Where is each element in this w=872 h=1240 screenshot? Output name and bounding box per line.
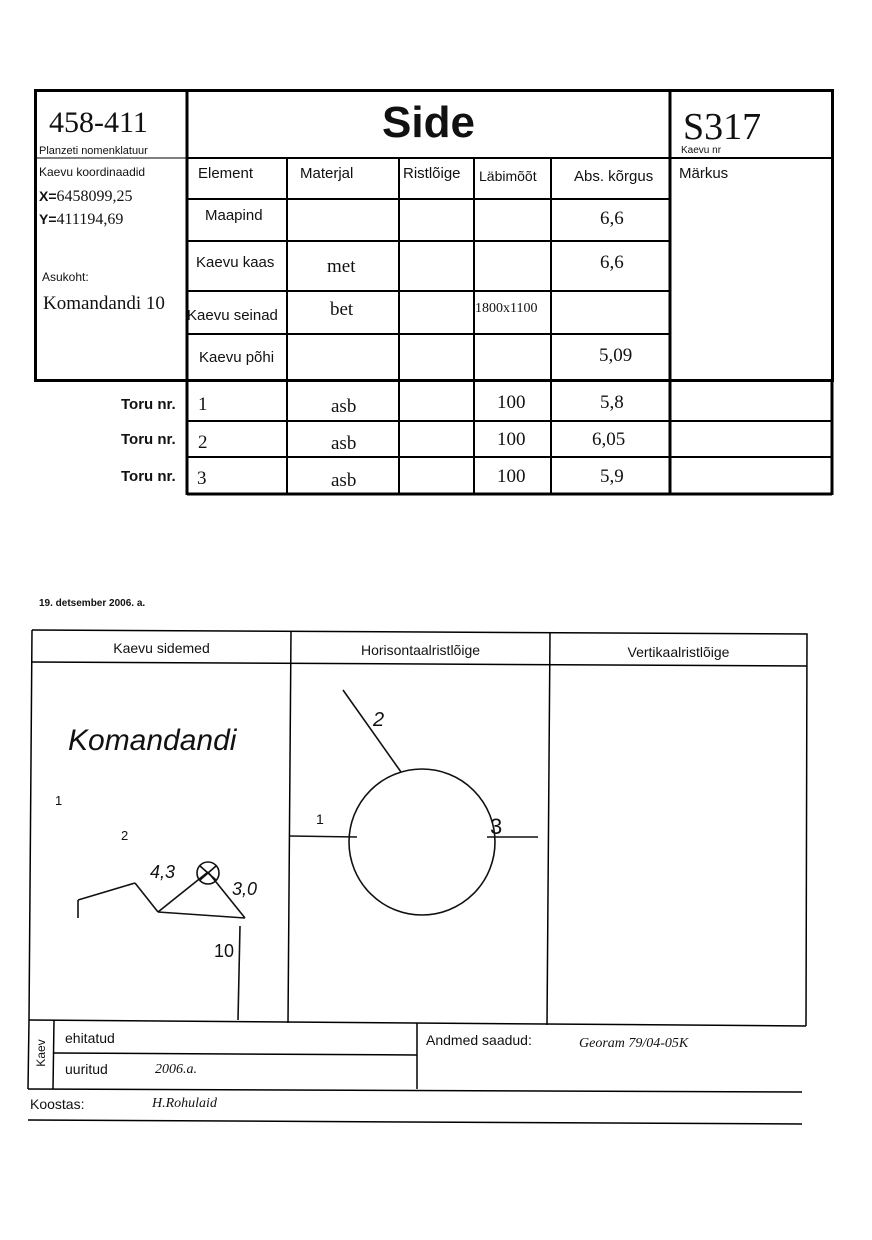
author-value: H.Rohulaid (152, 1096, 217, 1111)
coords-label: Kaevu koordinaadid (39, 165, 146, 179)
pipe-mark-1: 1 (316, 811, 324, 827)
pipe-mark-3: 3 (490, 814, 503, 839)
row-walls-element: Kaevu seinad (187, 307, 278, 324)
plan-nomenclature-label: Planzeti nomenklatuur (39, 145, 148, 157)
pipe-1-no: 1 (198, 394, 208, 415)
horizontal-section-sketch (290, 690, 538, 915)
surveyed-value: 2006.a. (155, 1062, 197, 1077)
header-diameter: Läbimõõt (479, 168, 537, 184)
location-sketch-labels (55, 724, 257, 961)
row-cover-material: met (327, 256, 356, 277)
lower-form-grid (0, 600, 872, 1140)
pipe-1-diameter: 100 (497, 392, 526, 413)
sketch-mark-1: 1 (55, 793, 63, 808)
row-walls-diameter: 1800x1100 (475, 301, 538, 316)
header-element: Element (198, 165, 254, 182)
upper-form (0, 0, 872, 500)
col-header-horizontal-section: Horisontaalristlõige (360, 642, 481, 658)
lower-form (0, 600, 872, 1140)
header-cross-section: Ristlõige (403, 165, 461, 182)
sketch-street-name: Komandandi (68, 724, 237, 757)
row-walls-material: bet (330, 299, 354, 320)
pipe-2-material: asb (331, 433, 357, 454)
row-bottom-element: Kaevu põhi (199, 349, 275, 366)
well-number-label: Kaevu nr (681, 145, 722, 156)
data-source-value: Georam 79/04-05K (579, 1036, 689, 1051)
document-date: 19. detsember 2006. a. (39, 598, 146, 609)
header-remark: Märkus (679, 165, 729, 182)
row-ground-element: Maapind (205, 207, 263, 224)
pipe-3-diameter: 100 (497, 466, 526, 487)
pipe-2-diameter: 100 (497, 429, 526, 450)
header-material: Materjal (300, 165, 354, 182)
row-bottom-height: 5,09 (599, 345, 633, 366)
surveyed-label: uuritud (65, 1061, 108, 1077)
pipe-label-1: Toru nr. (121, 396, 176, 413)
well-number: S317 (683, 106, 762, 148)
pipe-3-no: 3 (197, 468, 207, 489)
address-value: Komandandi 10 (43, 293, 165, 314)
horizontal-section-labels (316, 709, 502, 839)
x-coordinate (39, 188, 133, 206)
sketch-distance-2: 3,0 (232, 879, 258, 899)
pipe-3-height: 5,9 (600, 466, 624, 487)
built-label: ehitatud (65, 1030, 115, 1046)
x-value: 6458099,25 (56, 188, 133, 205)
row-ground-height: 6,6 (600, 208, 624, 229)
pipe-3-material: asb (331, 470, 357, 491)
author-label: Koostas: (30, 1096, 85, 1112)
data-source-label: Andmed saadud: (426, 1032, 532, 1048)
sketch-mark-2: 2 (121, 828, 129, 843)
sketch-mark-10: 10 (214, 941, 235, 961)
pipe-mark-2: 2 (373, 709, 385, 731)
y-value: 411194,69 (56, 211, 124, 228)
pipe-1-height: 5,8 (600, 392, 624, 413)
y-coordinate (39, 211, 123, 229)
upper-form-grid (0, 0, 872, 500)
footer-side-label: Kaev (34, 1039, 48, 1067)
address-label: Asukoht: (42, 270, 89, 284)
row-cover-element: Kaevu kaas (196, 254, 275, 271)
pipe-2-no: 2 (198, 432, 208, 453)
header-abs-height: Abs. kõrgus (574, 168, 654, 185)
pipe-label-3: Toru nr. (121, 468, 176, 485)
pipe-label-2: Toru nr. (121, 431, 176, 448)
plan-nomenclature: 458-411 (49, 106, 148, 139)
row-cover-height: 6,6 (600, 252, 624, 273)
col-header-well-links: Kaevu sidemed (113, 640, 210, 656)
col-header-vertical-section: Vertikaalristlõige (627, 644, 730, 660)
page-title: Side (382, 98, 475, 147)
sketch-distance-1: 4,3 (150, 862, 176, 882)
x-label: X= (39, 188, 57, 204)
pipe-2-height: 6,05 (592, 429, 626, 450)
pipe-1-material: asb (331, 396, 357, 417)
y-label: Y= (39, 211, 57, 227)
